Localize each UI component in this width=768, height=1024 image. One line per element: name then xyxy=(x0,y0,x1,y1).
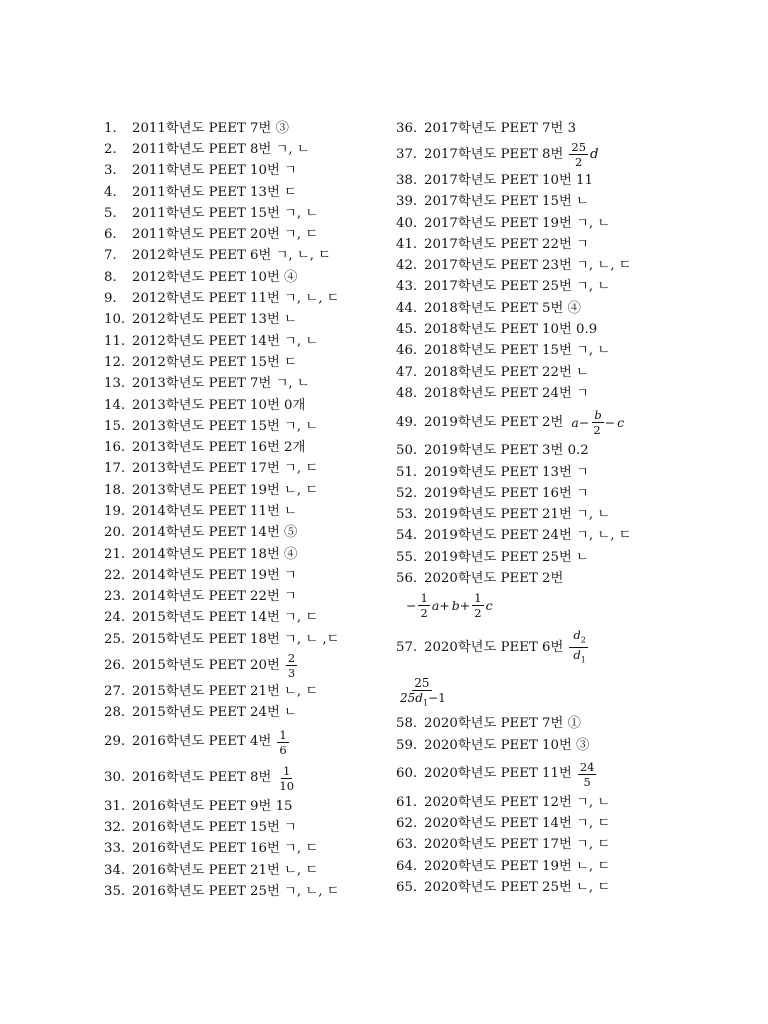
item-number: 19. xyxy=(104,503,126,519)
item-number: 9. xyxy=(104,291,117,307)
item-text: 2014학년도 PEET 14번 ⑤ xyxy=(132,525,298,541)
fraction: $\frac{1}{10}$ xyxy=(279,763,295,793)
item-number: 35. xyxy=(104,883,126,899)
item-number: 16. xyxy=(104,440,126,456)
answer-item xyxy=(104,459,340,480)
item-number: 7. xyxy=(104,248,117,264)
answer-item xyxy=(104,523,340,544)
item-number: 12. xyxy=(104,354,126,370)
item-text: 2018학년도 PEET 10번 0.9 xyxy=(424,322,598,338)
answer-item-60: 60. 2020학년도 PEET 11번 $\frac{24}{5}$ xyxy=(396,759,595,789)
item-text: 2020학년도 PEET 7번 ① xyxy=(424,716,581,732)
answer-item xyxy=(396,714,632,735)
item-number: 22. xyxy=(104,567,126,583)
answer-item xyxy=(104,161,340,182)
answer-item xyxy=(104,182,340,203)
item-text: 2014학년도 PEET 11번 ㄴ xyxy=(132,503,297,519)
item-text: 2013학년도 PEET 16번 2개 xyxy=(132,440,306,456)
item-text: 2014학년도 PEET 18번 ④ xyxy=(132,546,298,562)
right-answer-list-2 xyxy=(396,441,632,590)
item-text: 2017학년도 PEET 10번 11 xyxy=(424,172,593,188)
right-answer-list-4 xyxy=(396,792,632,898)
answer-item xyxy=(104,267,340,288)
item-text: 2011학년도 PEET 10번 ㄱ xyxy=(132,163,297,179)
item-text: 2019학년도 PEET 3번 0.2 xyxy=(424,443,589,459)
item-number: 11. xyxy=(104,333,126,349)
item-text: 2019학년도 PEET 16번 ㄱ xyxy=(424,485,589,501)
left-column xyxy=(104,118,340,903)
item-text: 2012학년도 PEET 6번 ㄱ, ㄴ, ㄷ xyxy=(132,248,332,264)
item-number: 41. xyxy=(396,236,418,252)
item-number: 63. xyxy=(396,837,418,853)
item-number: 44. xyxy=(396,300,418,316)
answer-item xyxy=(396,441,632,462)
item-number: 21. xyxy=(104,546,126,562)
fraction: $\frac{25}{25d_1-1}$ xyxy=(400,676,446,708)
answer-item xyxy=(396,319,632,340)
answer-item xyxy=(104,139,340,160)
item-number: 43. xyxy=(396,279,418,295)
answer-item xyxy=(104,118,340,139)
item-text: 2020학년도 PEET 12번 ㄱ, ㄴ xyxy=(424,794,611,810)
answer-item xyxy=(396,277,632,298)
item-number: 39. xyxy=(396,194,418,210)
right-column xyxy=(396,118,632,899)
item-text: 2012학년도 PEET 13번 ㄴ xyxy=(132,312,297,328)
item-number: 56. xyxy=(396,570,418,586)
item-text: 2020학년도 PEET 25번 ㄴ, ㄷ xyxy=(424,880,611,896)
answer-56-expression: − $\frac{1}{2}$ a + b + $\frac{1}{2}$ c xyxy=(406,591,493,621)
item-number: 13. xyxy=(104,376,126,392)
answer-item xyxy=(104,629,340,650)
fraction: $\frac{2}{3}$ xyxy=(287,651,296,681)
item-text: 2017학년도 PEET 22번 ㄱ xyxy=(424,236,589,252)
answer-item xyxy=(104,224,340,245)
item-text: 2012학년도 PEET 15번 ㄷ xyxy=(132,354,297,370)
item-number: 4. xyxy=(104,184,117,200)
item-number: 48. xyxy=(396,385,418,401)
answer-item xyxy=(104,246,340,267)
answer-item xyxy=(396,547,632,568)
fraction: $\frac{b}{2}$ xyxy=(593,408,602,438)
item-text: 2011학년도 PEET 13번 ㄷ xyxy=(132,184,297,200)
item-number: 10. xyxy=(104,312,126,328)
item-number: 53. xyxy=(396,507,418,523)
answer-item xyxy=(104,544,340,565)
item-number: 50. xyxy=(396,443,418,459)
answer-item xyxy=(104,796,340,817)
item-text: 2017학년도 PEET 23번 ㄱ, ㄴ, ㄷ xyxy=(424,258,632,274)
answer-item xyxy=(396,814,632,835)
item-number: 31. xyxy=(104,798,126,814)
item-number: 65. xyxy=(396,880,418,896)
item-number: 38. xyxy=(396,172,418,188)
item-text: 2020학년도 PEET 17번 ㄱ, ㄷ xyxy=(424,837,611,853)
answer-item xyxy=(396,298,632,319)
answer-item xyxy=(396,234,632,255)
answer-item-36: 36. 2017학년도 PEET 7번 3 xyxy=(396,120,577,136)
answer-item xyxy=(104,374,340,395)
item-text: 2018학년도 PEET 22번 ㄴ xyxy=(424,364,589,380)
answer-item xyxy=(104,437,340,458)
item-text: 2016학년도 PEET 25번 ㄱ, ㄴ, ㄷ xyxy=(132,883,340,899)
item-number: 42. xyxy=(396,258,418,274)
answer-item-57: 57. 2020학년도 PEET 6번 $\frac{d_2}{d_1}$ xyxy=(396,627,586,665)
item-number: 5. xyxy=(104,205,117,221)
item-text: 2011학년도 PEET 20번 ㄱ, ㄷ xyxy=(132,227,319,243)
item-text: 2011학년도 PEET 7번 ③ xyxy=(132,120,289,136)
item-number: 40. xyxy=(396,215,418,231)
item-number: 24. xyxy=(104,610,126,626)
answer-item xyxy=(396,462,632,483)
answer-item-28: 28. 2015학년도 PEET 24번 ㄴ xyxy=(104,705,297,721)
item-text: 2017학년도 PEET 15번 ㄴ xyxy=(424,194,589,210)
answer-item xyxy=(396,170,632,191)
fraction: $\frac{1}{2}$ xyxy=(474,591,482,621)
answer-item xyxy=(104,501,340,522)
answer-item xyxy=(104,288,340,309)
answer-item xyxy=(104,817,340,838)
item-number: 59. xyxy=(396,737,418,753)
item-number: 33. xyxy=(104,841,126,857)
item-text: 2018학년도 PEET 15번 ㄱ, ㄴ xyxy=(424,343,611,359)
item-number: 46. xyxy=(396,343,418,359)
left-answer-list-tail xyxy=(104,796,340,902)
answer-item xyxy=(104,352,340,373)
item-number: 8. xyxy=(104,269,117,285)
answer-item xyxy=(396,504,632,525)
item-text: 2012학년도 PEET 10번 ④ xyxy=(132,269,298,285)
answer-item xyxy=(104,395,340,416)
item-number: 55. xyxy=(396,549,418,565)
item-text: 2016학년도 PEET 21번 ㄴ, ㄷ xyxy=(132,862,319,878)
answer-item-37: 37. 2017학년도 PEET 8번 $\frac{25}{2}$ d xyxy=(396,140,599,170)
answer-item xyxy=(396,568,632,589)
answer-item-49: 49. 2019학년도 PEET 2번 a − $\frac{b}{2}$ − c xyxy=(396,408,625,438)
item-text: 2012학년도 PEET 14번 ㄱ, ㄴ xyxy=(132,333,319,349)
answer-item xyxy=(396,483,632,504)
answer-item xyxy=(104,480,340,501)
item-number: 32. xyxy=(104,819,126,835)
item-number: 64. xyxy=(396,858,418,874)
answer-item-26: 26. 2015학년도 PEET 20번 $\frac{2}{3}$ xyxy=(104,651,296,681)
item-number: 61. xyxy=(396,794,418,810)
item-text: 2015학년도 PEET 14번 ㄱ, ㄷ xyxy=(132,610,319,626)
answer-57-expression xyxy=(396,674,632,714)
item-text: 2013학년도 PEET 19번 ㄴ, ㄷ xyxy=(132,482,319,498)
answer-item xyxy=(396,213,632,234)
item-text: 2013학년도 PEET 7번 ㄱ, ㄴ xyxy=(132,376,310,392)
item-number: 23. xyxy=(104,589,126,605)
item-text: 2018학년도 PEET 5번 ④ xyxy=(424,300,581,316)
left-answer-list xyxy=(104,118,340,650)
answer-item-30: 30. 2016학년도 PEET 8번 $\frac{1}{10}$ xyxy=(104,763,295,793)
item-number: 47. xyxy=(396,364,418,380)
item-number: 52. xyxy=(396,485,418,501)
item-text: 2020학년도 PEET 2번 xyxy=(424,570,564,586)
item-text: 2018학년도 PEET 24번 ㄱ xyxy=(424,385,589,401)
answer-item xyxy=(396,255,632,276)
answer-item xyxy=(104,310,340,331)
item-text: 2016학년도 PEET 15번 ㄱ xyxy=(132,819,297,835)
item-text: 2011학년도 PEET 8번 ㄱ, ㄴ xyxy=(132,141,310,157)
item-number: 34. xyxy=(104,862,126,878)
item-text: 2016학년도 PEET 9번 15 xyxy=(132,798,293,814)
answer-item xyxy=(104,203,340,224)
answer-item xyxy=(396,856,632,877)
item-number: 51. xyxy=(396,464,418,480)
answer-item xyxy=(104,416,340,437)
item-text: 2016학년도 PEET 16번 ㄱ, ㄷ xyxy=(132,841,319,857)
right-answer-list xyxy=(396,170,632,404)
item-text: 2019학년도 PEET 13번 ㄱ xyxy=(424,464,589,480)
item-number: 20. xyxy=(104,525,126,541)
item-number: 1. xyxy=(104,120,117,136)
item-text: 2017학년도 PEET 25번 ㄱ, ㄴ xyxy=(424,279,611,295)
fraction: $\frac{24}{5}$ xyxy=(579,759,595,789)
answer-item-29: 29. 2016학년도 PEET 4번 $\frac{1}{6}$ xyxy=(104,727,287,757)
answer-item xyxy=(396,526,632,547)
item-number: 25. xyxy=(104,631,126,647)
answer-item xyxy=(104,881,340,902)
item-number: 6. xyxy=(104,227,117,243)
item-text: 2019학년도 PEET 21번 ㄱ, ㄴ xyxy=(424,507,611,523)
answer-item xyxy=(396,835,632,856)
answer-item xyxy=(104,331,340,352)
item-text: 2012학년도 PEET 11번 ㄱ, ㄴ, ㄷ xyxy=(132,291,340,307)
item-number: 54. xyxy=(396,528,418,544)
item-number: 15. xyxy=(104,418,126,434)
answer-item xyxy=(396,383,632,404)
item-number: 3. xyxy=(104,163,117,179)
item-text: 2020학년도 PEET 14번 ㄱ, ㄷ xyxy=(424,816,611,832)
item-number: 2. xyxy=(104,141,117,157)
item-number: 18. xyxy=(104,482,126,498)
item-text: 2019학년도 PEET 25번 ㄴ xyxy=(424,549,589,565)
item-number: 14. xyxy=(104,397,126,413)
answer-item xyxy=(396,735,632,756)
answer-item xyxy=(396,341,632,362)
answer-item xyxy=(396,792,632,813)
answer-item xyxy=(104,565,340,586)
item-text: 2019학년도 PEET 24번 ㄱ, ㄴ, ㄷ xyxy=(424,528,632,544)
item-text: 2013학년도 PEET 15번 ㄱ, ㄴ xyxy=(132,418,319,434)
fraction: $\frac{1}{2}$ xyxy=(420,591,428,621)
answer-item xyxy=(104,608,340,629)
item-number: 17. xyxy=(104,461,126,477)
answer-item xyxy=(396,192,632,213)
answer-item xyxy=(104,839,340,860)
fraction: $\frac{25}{2}$ xyxy=(571,140,587,170)
answer-item xyxy=(104,860,340,881)
item-text: 2017학년도 PEET 19번 ㄱ, ㄴ xyxy=(424,215,611,231)
item-number: 62. xyxy=(396,816,418,832)
answer-item-27: 27. 2015학년도 PEET 21번 ㄴ, ㄷ xyxy=(104,684,319,700)
item-number: 58. xyxy=(396,716,418,732)
right-answer-list-3 xyxy=(396,714,632,757)
item-text: 2013학년도 PEET 10번 0개 xyxy=(132,397,306,413)
answer-item xyxy=(104,587,340,608)
item-text: 2020학년도 PEET 19번 ㄴ, ㄷ xyxy=(424,858,611,874)
fraction: $\frac{1}{6}$ xyxy=(279,727,287,757)
math-expression: a − $\frac{b}{2}$ − c xyxy=(571,408,625,438)
item-text: 2011학년도 PEET 15번 ㄱ, ㄴ xyxy=(132,205,319,221)
item-text: 2015학년도 PEET 18번 ㄱ, ㄴ ,ㄷ xyxy=(132,631,340,647)
answer-item xyxy=(396,362,632,383)
item-text: 2014학년도 PEET 19번 ㄱ xyxy=(132,567,297,583)
item-text: 2014학년도 PEET 22번 ㄱ xyxy=(132,589,297,605)
fraction: $\frac{d_2}{d_1}$ xyxy=(569,629,587,667)
answer-item xyxy=(396,877,632,898)
item-number: 45. xyxy=(396,322,418,338)
item-text: 2013학년도 PEET 17번 ㄱ, ㄷ xyxy=(132,461,319,477)
item-text: 2020학년도 PEET 10번 ③ xyxy=(424,737,590,753)
